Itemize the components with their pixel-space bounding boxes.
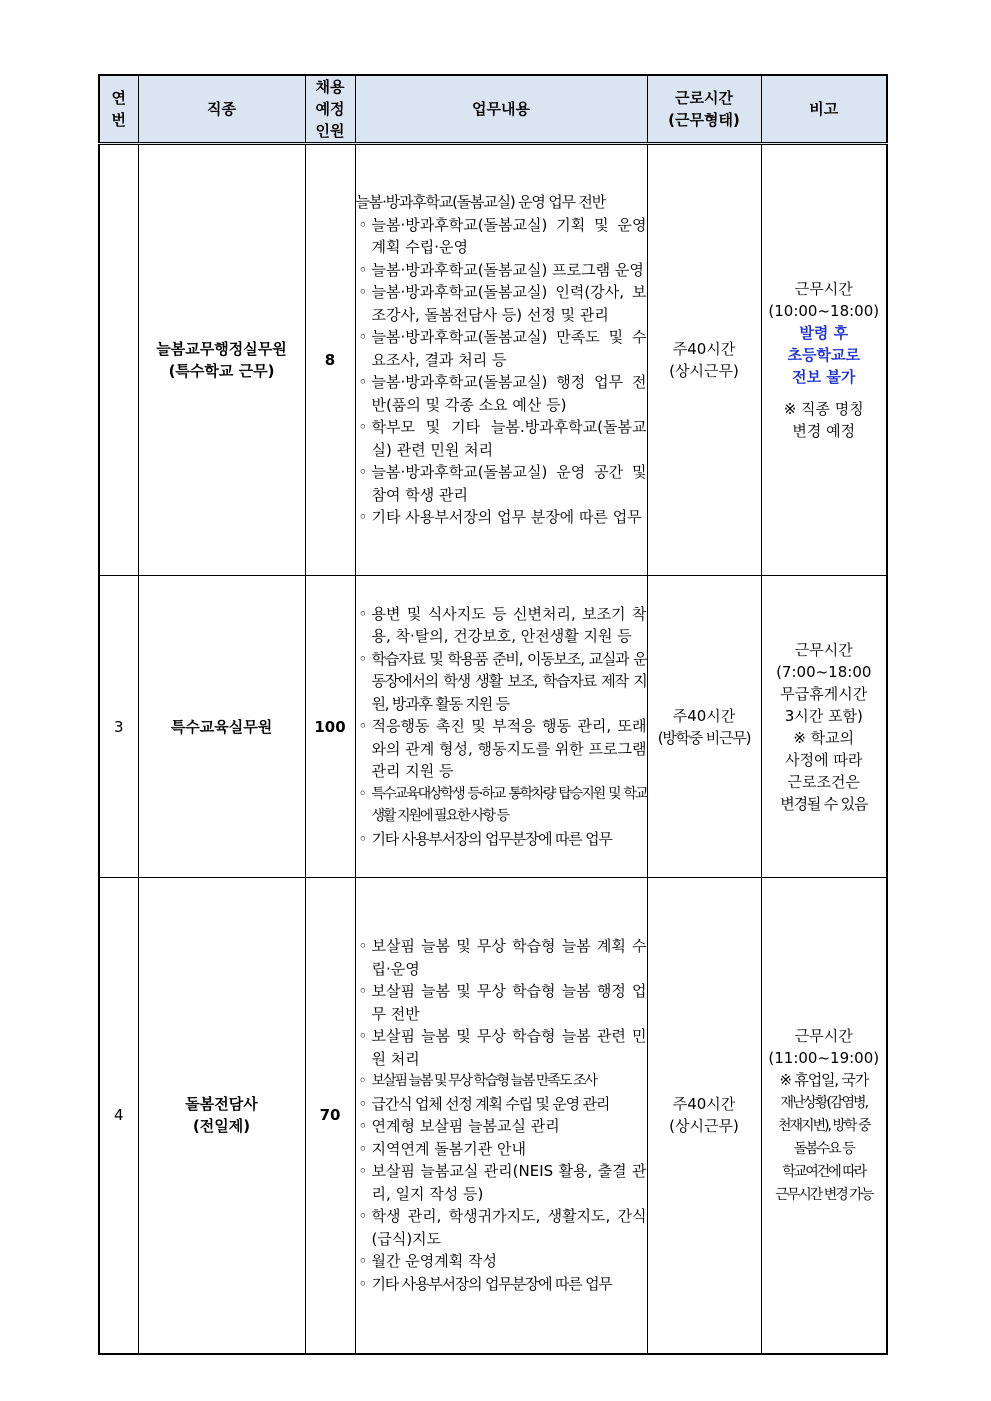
header-job: 직종 — [138, 75, 305, 144]
job-title: 늘봄교무행정실무원 (특수학교 근무) — [138, 144, 305, 576]
list-item: ◦ 늘봄·방과후학교(돌봄교실) 행정 업무 전반(품의 및 각종 소요 예산 등) — [356, 371, 647, 416]
list-item: ◦ 학생 관리, 학생귀가지도, 생활지도, 간식(급식)지도 — [356, 1205, 647, 1250]
list-item: ◦ 적응행동 촉진 및 부적응 행동 관리, 또래와의 관계 형성, 행동지도를 위한 프로그램 관리 지원 등 — [356, 715, 647, 783]
duty-list — [355, 144, 647, 576]
work-hours: 주40시간 (상시근무) — [647, 144, 761, 576]
list-item: ◦ 보살핌 늘봄교실 관리(NEIS 활용, 출결 관리, 일지 작성 등) — [356, 1160, 647, 1205]
job-title: 특수교육실무원 — [138, 576, 305, 878]
list-item: ◦ 연계형 보살핌 늘봄교실 관리 — [356, 1115, 647, 1138]
table-row — [99, 144, 887, 576]
transfer-warning: 초등학교로 — [787, 346, 860, 364]
list-item: ◦ 늘봄·방과후학교(돌봄교실) 운영 공간 및 참여 학생 관리 — [356, 461, 647, 506]
header-duties: 업무내용 — [355, 75, 647, 144]
remarks: 근무시간 (11:00~19:00) ※ 휴업일, 국가 재난상황(감염병, 천재지변), 방학 중 돌봄수요 등 학교여건에 따라 근무시간 변경 가능 — [761, 878, 887, 1354]
duty-list — [355, 576, 647, 878]
table-row — [99, 576, 887, 878]
header-no: 연 번 — [99, 75, 138, 144]
list-item: ◦ 늘봄·방과후학교(돌봄교실) 프로그램 운영 — [356, 259, 647, 282]
list-item: ◦ 기타 사용부서장의 업무 분장에 따른 업무 — [356, 506, 647, 529]
list-item: ◦ 학습자료 및 학용품 준비, 이동보조, 교실과 운동장에서의 학생 생활 보조, 학습자료 제작 지원, 방과후 활동 지원 등 — [356, 648, 647, 716]
row-number — [99, 144, 138, 576]
row-number: 3 — [99, 576, 138, 878]
header-row — [99, 75, 887, 144]
job-title: 돌봄전담사 (전일제) — [138, 878, 305, 1354]
hire-count: 100 — [305, 576, 355, 878]
list-item: ◦ 기타 사용부서장의 업무분장에 따른 업무 — [356, 1273, 647, 1296]
list-item: ◦ 지역연계 돌봄기관 안내 — [356, 1138, 647, 1161]
job-table — [98, 74, 888, 1355]
list-item: ◦ 보살핌 늘봄 및 무상 학습형 늘봄 계획 수립·운영 — [356, 935, 647, 980]
list-item: ◦ 특수교육대상학생 등·하교 통학차량 탑승지원 및 학교생활 지원에 필요한 사항 등 — [356, 783, 647, 828]
remarks: 근무시간 (10:00~18:00) 발령 후 초등학교로 전보 불가 ※ 직종 명칭 변경 예정 — [761, 144, 887, 576]
list-item: ◦ 늘봄·방과후학교(돌봄교실) 기획 및 운영계획 수립·운영 — [356, 214, 647, 259]
header-hours: 근로시간 (근무형태) — [647, 75, 761, 144]
list-item: ◦ 보살핌 늘봄 및 무상 학습형 늘봄 행정 업무 전반 — [356, 980, 647, 1025]
transfer-warning: 발령 후 — [799, 324, 849, 342]
work-hours: 주40시간 (상시근무) — [647, 878, 761, 1354]
list-item: ◦ 월간 운영계획 작성 — [356, 1250, 647, 1273]
header-count: 채용 예정 인원 — [305, 75, 355, 144]
list-item: ◦ 보살핌 늘봄 및 무상 학습형 늘봄 관련 민원 처리 — [356, 1025, 647, 1070]
row-number: 4 — [99, 878, 138, 1354]
header-note: 비고 — [761, 75, 887, 144]
list-item: ◦ 학부모 및 기타 늘봄.방과후학교(돌봄교실) 관련 민원 처리 — [356, 416, 647, 461]
hire-count: 70 — [305, 878, 355, 1354]
list-item: ◦ 늘봄·방과후학교(돌봄교실) 인력(강사, 보조강사, 돌봄전담사 등) 선정 및 관리 — [356, 281, 647, 326]
remarks: 근무시간 (7:00~18:00 무급휴게시간 3시간 포함) ※ 학교의 사정에 따라 근로조건은 변경될 수 있음 — [761, 576, 887, 878]
list-item: ◦ 용변 및 식사지도 등 신변처리, 보조기 착용, 착·탈의, 건강보호, 안전생활 지원 등 — [356, 603, 647, 648]
list-item: ◦ 기타 사용부서장의 업무분장에 따른 업무 — [356, 828, 647, 851]
list-item: ◦ 급간식 업체 선정 계획 수립 및 운영 관리 — [356, 1093, 647, 1116]
work-hours: 주40시간 (방학중 비근무) — [647, 576, 761, 878]
duty-heading: 늘봄·방과후학교(돌봄교실) 운영 업무 전반 — [355, 193, 606, 212]
duty-list — [355, 878, 647, 1354]
table-row — [99, 878, 887, 1354]
list-item: ◦ 보살핌 늘봄 및 무상 학습형 늘봄 만족도 조사 — [356, 1070, 647, 1093]
hire-count: 8 — [305, 144, 355, 576]
list-item: ◦ 늘봄·방과후학교(돌봄교실) 만족도 및 수요조사, 결과 처리 등 — [356, 326, 647, 371]
transfer-warning: 전보 불가 — [792, 368, 856, 386]
